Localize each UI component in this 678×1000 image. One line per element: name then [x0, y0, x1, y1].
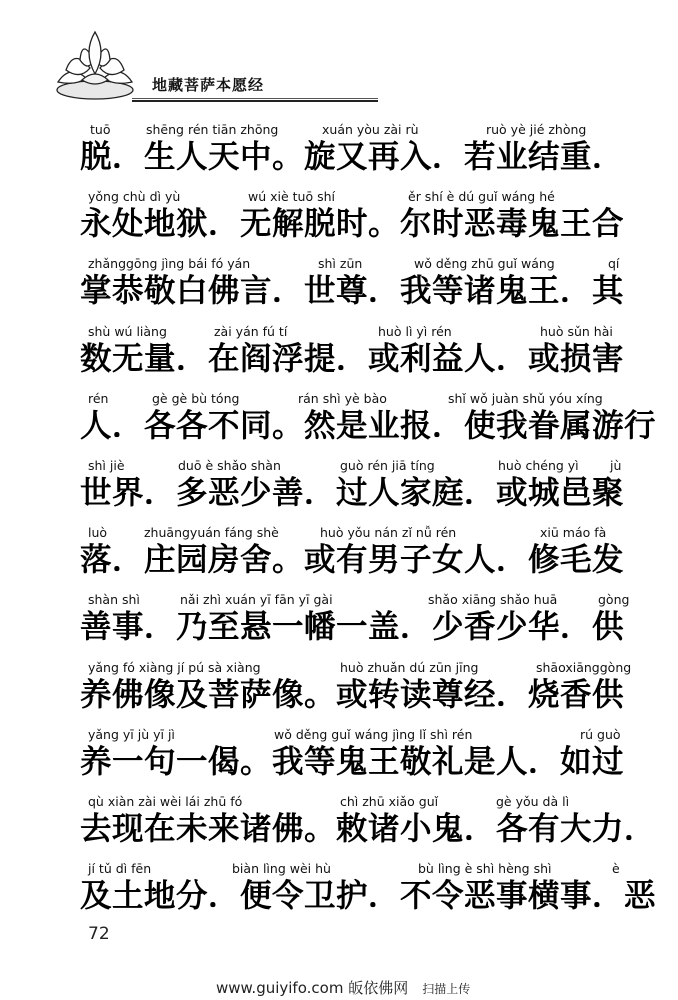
pinyin: duō è shǎo shàn — [178, 457, 281, 473]
text-line — [0, 723, 678, 790]
hanzi-line: 养一句一偈。我等鬼王敬礼是人．如过 — [80, 743, 625, 780]
page-header — [0, 0, 678, 110]
footer-scan-note: 扫描上传 — [422, 982, 471, 996]
pinyin: yǎng yī jù yī jì — [88, 726, 175, 742]
hanzi-line: 落．庄园房舍。或有男子女人．修毛发 — [80, 542, 625, 579]
footer — [216, 977, 470, 998]
pinyin: huò chéng yì — [498, 457, 579, 473]
text-line — [0, 118, 678, 185]
pinyin: gè yǒu dà lì — [496, 793, 570, 809]
text-line — [0, 252, 678, 319]
pinyin: wǒ děng guǐ wáng jìng lǐ shì rén — [274, 726, 473, 742]
text-line — [0, 588, 678, 655]
hanzi-line: 数无量．在阎浮提．或利益人．或损害 — [80, 340, 625, 377]
pinyin: jù — [610, 457, 622, 473]
pinyin: rú guò — [580, 726, 621, 742]
pinyin: gòng — [598, 592, 630, 608]
scripture-text — [0, 118, 678, 924]
pinyin: yǒng chù dì yù — [88, 189, 181, 205]
pinyin: è — [612, 861, 620, 877]
pinyin: biàn lìng wèi hù — [232, 861, 331, 877]
lotus-icon — [52, 24, 138, 104]
pinyin: huò lì yì rén — [378, 323, 452, 339]
text-line — [0, 656, 678, 723]
hanzi-line: 养佛像及菩萨像。或转读尊经．烧香供 — [80, 676, 625, 713]
text-line — [0, 521, 678, 588]
pinyin: chì zhū xiǎo guǐ — [340, 793, 439, 809]
book-title: 地藏菩萨本愿经 — [152, 76, 265, 94]
pinyin: xiū máo fà — [540, 525, 607, 541]
pinyin: zài yán fú tí — [214, 323, 288, 339]
pinyin: shàn shì — [88, 592, 140, 608]
text-line — [0, 387, 678, 454]
pinyin: zhǎnggōng jìng bái fó yán — [88, 256, 251, 272]
pinyin: huò zhuǎn dú zūn jīng — [340, 659, 479, 675]
pinyin: shù wú liàng — [88, 323, 167, 339]
pinyin: qí — [608, 256, 620, 272]
page-number: 72 — [88, 924, 110, 944]
hanzi-line: 及土地分．便令卫护．不令恶事横事．恶 — [80, 878, 657, 915]
pinyin: guò rén jiā tíng — [340, 457, 435, 473]
pinyin: huò yǒu nán zǐ nǚ rén — [320, 525, 457, 541]
pinyin: shēng rén tiān zhōng — [146, 122, 279, 137]
hanzi-line: 永处地狱．无解脱时。尔时恶毒鬼王合 — [80, 206, 625, 243]
footer-site[interactable]: www.guiyifo.com 皈依佛网 — [216, 979, 409, 997]
header-rule — [132, 100, 378, 102]
text-line — [0, 454, 678, 521]
pinyin: jí tǔ dì fēn — [88, 861, 152, 877]
hanzi-line: 人．各各不同。然是业报．使我眷属游行 — [80, 407, 657, 444]
pinyin: zhuāngyuán fáng shè — [144, 525, 279, 541]
pinyin: shāoxiānggòng — [536, 659, 632, 675]
pinyin: shǐ wǒ juàn shǔ yóu xíng — [448, 390, 603, 406]
pinyin: huò sǔn hài — [540, 323, 613, 339]
text-line — [0, 857, 678, 924]
pinyin: luò — [88, 525, 108, 541]
hanzi-line: 去现在未来诸佛。敕诸小鬼．各有大力． — [80, 810, 657, 847]
text-line — [0, 185, 678, 252]
pinyin: ěr shí è dú guǐ wáng hé — [408, 189, 555, 205]
hanzi-line: 脱．生人天中。旋又再入．若业结重． — [80, 139, 625, 175]
pinyin: shì jiè — [88, 457, 125, 473]
header-rule — [132, 98, 378, 99]
pinyin: xuán yòu zài rù — [322, 122, 419, 137]
text-line — [0, 320, 678, 387]
pinyin: bù lìng è shì hèng shì — [418, 861, 552, 877]
pinyin: qù xiàn zài wèi lái zhū fó — [88, 793, 243, 809]
pinyin: shì zūn — [318, 256, 363, 272]
pinyin: wú xiè tuō shí — [248, 189, 336, 205]
pinyin: nǎi zhì xuán yī fān yī gài — [180, 592, 333, 608]
pinyin: shǎo xiāng shǎo huā — [428, 592, 558, 608]
pinyin: yǎng fó xiàng jí pú sà xiàng — [88, 659, 261, 675]
pinyin: tuō — [90, 122, 111, 137]
hanzi-line: 掌恭敬白佛言．世尊．我等诸鬼王．其 — [80, 273, 625, 310]
pinyin: rán shì yè bào — [298, 390, 387, 406]
pinyin: ruò yè jié zhòng — [486, 122, 587, 137]
text-line — [0, 790, 678, 857]
pinyin: gè gè bù tóng — [152, 390, 240, 406]
pinyin: rén — [88, 390, 109, 406]
hanzi-line: 善事．乃至悬一幡一盖．少香少华．供 — [80, 609, 625, 646]
hanzi-line: 世界．多恶少善．过人家庭．或城邑聚 — [80, 474, 625, 511]
pinyin: wǒ děng zhū guǐ wáng — [414, 256, 555, 272]
